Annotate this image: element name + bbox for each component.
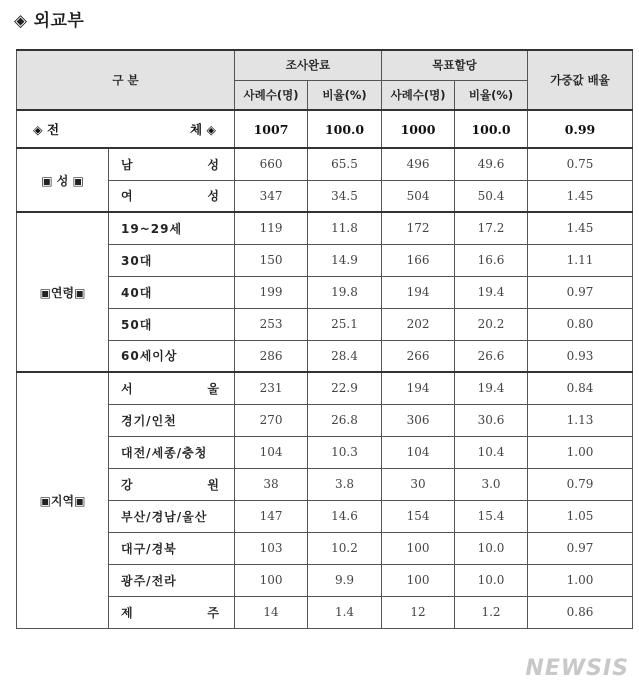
row-label: 30대 — [109, 244, 235, 276]
cell-count: 103 — [235, 532, 308, 564]
diamond-icon: ◈ — [14, 11, 28, 31]
table-row — [17, 532, 633, 564]
cell-target-count: 30 — [382, 468, 455, 500]
newsis-watermark: NEWSIS — [525, 656, 629, 681]
cell-count: 231 — [235, 372, 308, 404]
row-label: 대전/세종/충청 — [109, 436, 235, 468]
cell-ratio: 10.3 — [308, 436, 382, 468]
cell-target-count: 306 — [382, 404, 455, 436]
cell-ratio: 14.9 — [308, 244, 382, 276]
row-label: 강 원 — [109, 468, 235, 500]
table-row — [17, 500, 633, 532]
cell-target-ratio: 20.2 — [455, 308, 528, 340]
table-row — [17, 468, 633, 500]
table-row — [17, 180, 633, 212]
cell-target-ratio: 10.4 — [455, 436, 528, 468]
row-label: 여 성 — [109, 180, 235, 212]
table-row — [17, 340, 633, 372]
cell-ratio: 9.9 — [308, 564, 382, 596]
cell-ratio: 28.4 — [308, 340, 382, 372]
row-label: 50대 — [109, 308, 235, 340]
cell-weight: 0.80 — [528, 308, 633, 340]
cell-target-ratio: 30.6 — [455, 404, 528, 436]
total-target-ratio: 100.0 — [455, 110, 528, 148]
cell-count: 253 — [235, 308, 308, 340]
cell-ratio: 10.2 — [308, 532, 382, 564]
row-label: 광주/전라 — [109, 564, 235, 596]
table-row — [17, 212, 633, 244]
row-label: 서 울 — [109, 372, 235, 404]
cell-weight: 0.97 — [528, 276, 633, 308]
cell-count: 100 — [235, 564, 308, 596]
total-ratio: 100.0 — [308, 110, 382, 148]
cell-count: 147 — [235, 500, 308, 532]
cell-weight: 0.86 — [528, 596, 633, 628]
header-surveyed-ratio: 비율(%) — [308, 80, 382, 110]
cell-weight: 1.05 — [528, 500, 633, 532]
cell-count: 270 — [235, 404, 308, 436]
cell-ratio: 25.1 — [308, 308, 382, 340]
cell-count: 286 — [235, 340, 308, 372]
cell-ratio: 22.9 — [308, 372, 382, 404]
cell-target-ratio: 1.2 — [455, 596, 528, 628]
cell-target-ratio: 19.4 — [455, 372, 528, 404]
cell-weight: 0.79 — [528, 468, 633, 500]
cell-target-count: 100 — [382, 564, 455, 596]
cell-target-ratio: 17.2 — [455, 212, 528, 244]
table-row — [17, 308, 633, 340]
cell-target-ratio: 16.6 — [455, 244, 528, 276]
cell-count: 150 — [235, 244, 308, 276]
cell-target-count: 166 — [382, 244, 455, 276]
cell-target-count: 504 — [382, 180, 455, 212]
cell-weight: 0.93 — [528, 340, 633, 372]
survey-weight-table — [16, 49, 633, 629]
table-row — [17, 276, 633, 308]
cell-ratio: 3.8 — [308, 468, 382, 500]
cell-weight: 1.00 — [528, 564, 633, 596]
row-label: 제 주 — [109, 596, 235, 628]
cell-target-count: 100 — [382, 532, 455, 564]
cell-count: 104 — [235, 436, 308, 468]
page-title — [14, 6, 84, 31]
row-label: 60세이상 — [109, 340, 235, 372]
cell-ratio: 34.5 — [308, 180, 382, 212]
cell-count: 199 — [235, 276, 308, 308]
cell-count: 38 — [235, 468, 308, 500]
cell-target-count: 266 — [382, 340, 455, 372]
cell-target-ratio: 10.0 — [455, 532, 528, 564]
cell-target-ratio: 19.4 — [455, 276, 528, 308]
header-category: 구 분 — [17, 50, 235, 110]
cell-target-count: 12 — [382, 596, 455, 628]
cell-weight: 0.84 — [528, 372, 633, 404]
cell-count: 119 — [235, 212, 308, 244]
total-label-left: ◈ 전 — [17, 110, 109, 148]
cell-ratio: 65.5 — [308, 148, 382, 180]
total-label-right: 체 ◈ — [109, 110, 235, 148]
cell-ratio: 11.8 — [308, 212, 382, 244]
cell-target-ratio: 10.0 — [455, 564, 528, 596]
cell-target-count: 154 — [382, 500, 455, 532]
cell-weight: 1.00 — [528, 436, 633, 468]
header-target-count: 사례수(명) — [382, 80, 455, 110]
group-label-gender: ▣ 성 ▣ — [17, 148, 109, 212]
row-label: 경기/인천 — [109, 404, 235, 436]
header-target-ratio: 비율(%) — [455, 80, 528, 110]
cell-target-count: 202 — [382, 308, 455, 340]
cell-ratio: 19.8 — [308, 276, 382, 308]
table-row-total — [17, 110, 633, 148]
cell-weight: 0.75 — [528, 148, 633, 180]
cell-weight: 1.11 — [528, 244, 633, 276]
cell-target-ratio: 15.4 — [455, 500, 528, 532]
table-row — [17, 404, 633, 436]
table-row — [17, 372, 633, 404]
total-target-count: 1000 — [382, 110, 455, 148]
cell-target-ratio: 3.0 — [455, 468, 528, 500]
cell-target-ratio: 26.6 — [455, 340, 528, 372]
cell-target-count: 194 — [382, 372, 455, 404]
group-label-age: ▣연령▣ — [17, 212, 109, 372]
cell-weight: 0.97 — [528, 532, 633, 564]
table-row — [17, 436, 633, 468]
row-label: 대구/경북 — [109, 532, 235, 564]
row-label: 부산/경남/울산 — [109, 500, 235, 532]
cell-target-count: 104 — [382, 436, 455, 468]
row-label: 19~29세 — [109, 212, 235, 244]
header-surveyed: 조사완료 — [235, 50, 382, 80]
cell-ratio: 1.4 — [308, 596, 382, 628]
cell-ratio: 14.6 — [308, 500, 382, 532]
cell-count: 347 — [235, 180, 308, 212]
cell-target-ratio: 49.6 — [455, 148, 528, 180]
cell-count: 14 — [235, 596, 308, 628]
total-count: 1007 — [235, 110, 308, 148]
table-row — [17, 596, 633, 628]
cell-target-count: 194 — [382, 276, 455, 308]
table-row — [17, 564, 633, 596]
header-surveyed-count: 사례수(명) — [235, 80, 308, 110]
row-label: 남 성 — [109, 148, 235, 180]
cell-target-count: 496 — [382, 148, 455, 180]
group-label-region: ▣지역▣ — [17, 372, 109, 628]
header-target: 목표할당 — [382, 50, 528, 80]
cell-ratio: 26.8 — [308, 404, 382, 436]
table-row — [17, 148, 633, 180]
cell-weight: 1.45 — [528, 212, 633, 244]
cell-count: 660 — [235, 148, 308, 180]
header-weight: 가중값 배율 — [528, 50, 633, 110]
table-row — [17, 244, 633, 276]
page-title-text: 외교부 — [33, 11, 85, 31]
cell-target-ratio: 50.4 — [455, 180, 528, 212]
cell-weight: 1.13 — [528, 404, 633, 436]
row-label: 40대 — [109, 276, 235, 308]
total-weight: 0.99 — [528, 110, 633, 148]
cell-weight: 1.45 — [528, 180, 633, 212]
cell-target-count: 172 — [382, 212, 455, 244]
